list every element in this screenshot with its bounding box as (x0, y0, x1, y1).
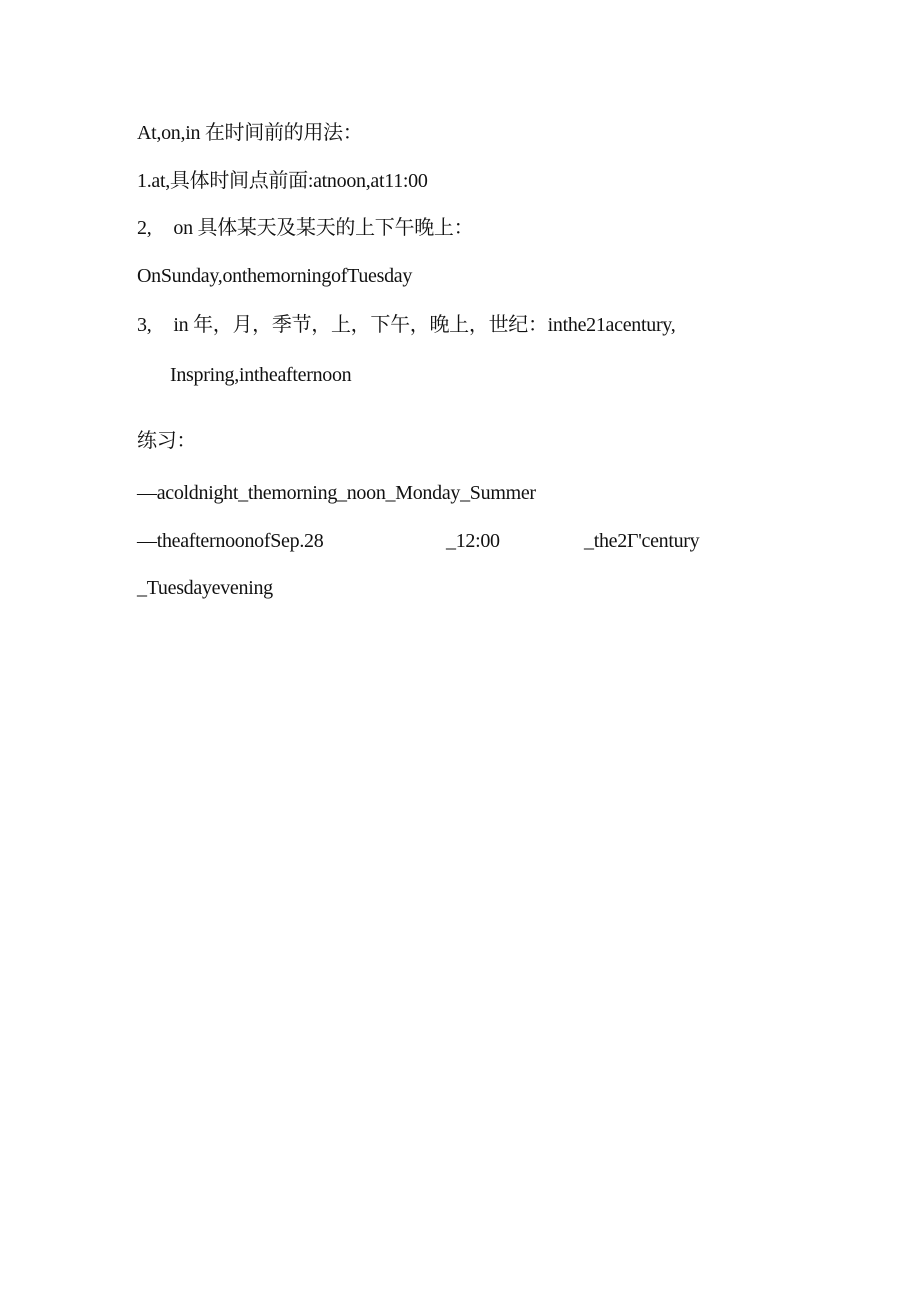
exercise-line-2-part-2: _12:00 (446, 530, 500, 552)
exercise-line-2-part-3: _the2Γ'century (584, 530, 700, 552)
rule-3-number: 3, (137, 314, 152, 336)
exercise-line-3: _Tuesdayevening (137, 577, 273, 599)
rule-2-example: OnSunday,onthemorningofTuesday (137, 265, 413, 287)
rule-2 (137, 216, 473, 240)
rule-2-number: 2, (137, 217, 152, 239)
rule-3 (137, 313, 675, 337)
exercise-heading: 练习： (137, 430, 197, 452)
exercise-line-1: —acoldnight_themorning_noon_Monday_Summer (137, 482, 536, 504)
rule-2-text: on 具体某天及某天的上下午晚上： (173, 217, 474, 239)
rule-3-example: Inspring,intheafternoon (170, 364, 352, 386)
document-heading: At,on,in 在时间前的用法： (137, 122, 363, 144)
rule-1: 1.at,具体时间点前面:atnoon,at11:00 (137, 170, 428, 192)
exercise-line-2-part-1: —theafternoonofSep.28 (137, 530, 324, 552)
rule-3-text: in 年，月，季节，上，下午，晚上，世纪：inthe21acentury, (173, 314, 676, 336)
